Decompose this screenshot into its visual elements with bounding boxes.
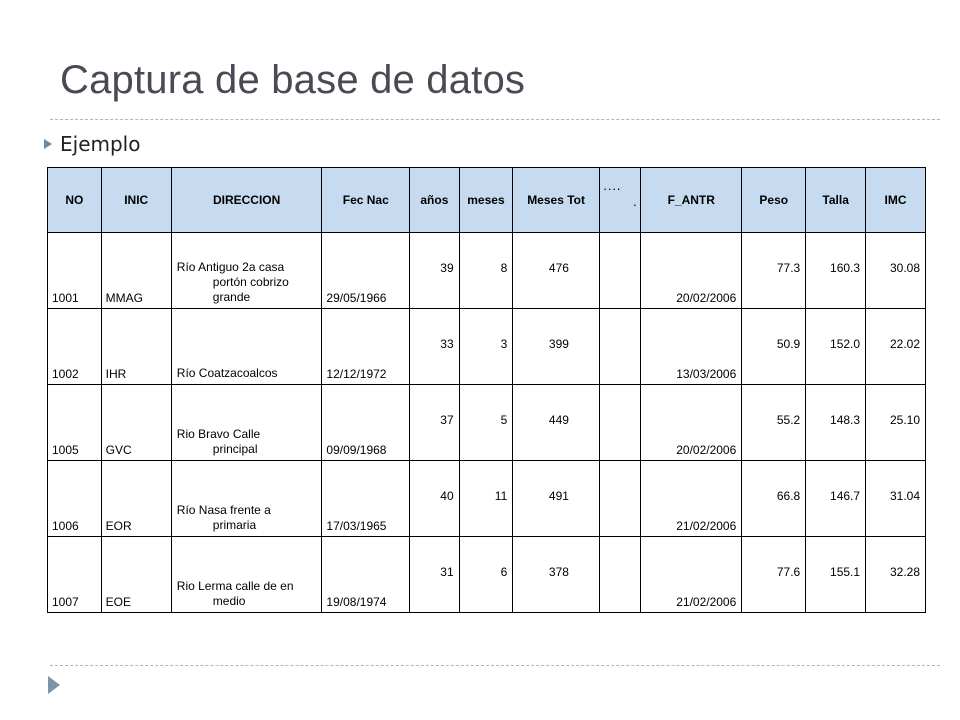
cell-anos-text: 40 (440, 489, 454, 503)
cell-peso (742, 461, 806, 537)
title-divider (50, 119, 940, 120)
table-row (48, 537, 926, 613)
header-cell-f-antr: F_ANTR (641, 168, 742, 233)
cell-imc (866, 461, 926, 537)
address-line1: Rio Lerma calle de en (176, 579, 294, 593)
triangle-bullet-icon (44, 139, 52, 149)
cell-peso-text: 50.9 (776, 337, 801, 351)
cell-direccion (171, 385, 322, 461)
address-line1: Rio Bravo Calle (176, 427, 261, 441)
cell-talla (806, 309, 866, 385)
table-row (48, 461, 926, 537)
table-header-row (48, 168, 926, 233)
header-dots: .... (603, 182, 622, 192)
cell-anos-text: 31 (440, 565, 454, 579)
cell-anos (410, 233, 460, 309)
cell-anos-text: 33 (440, 337, 454, 351)
cell-talla-text: 155.1 (830, 565, 861, 579)
cell-fec-nac-text: 09/09/1968 (326, 443, 387, 457)
cell-talla-text: 148.3 (830, 413, 861, 427)
cell-talla-text: 160.3 (830, 261, 861, 275)
cell-dots (599, 537, 640, 613)
cell-no (48, 233, 102, 309)
cell-inic-text: MMAG (105, 291, 143, 305)
cell-imc (866, 537, 926, 613)
cell-imc-text: 31.04 (889, 489, 920, 503)
cell-no-text: 1006 (52, 519, 79, 533)
cell-peso-text: 77.6 (776, 565, 801, 579)
cell-peso-text: 77.3 (776, 261, 801, 275)
cell-imc-text: 22.02 (889, 337, 920, 351)
address-line1: Río Nasa frente a (176, 503, 271, 517)
cell-peso (742, 309, 806, 385)
cell-f-antr (641, 537, 742, 613)
cell-meses-tot-text: 399 (548, 337, 569, 351)
cell-no-text: 1001 (52, 291, 79, 305)
cell-anos-text: 39 (440, 261, 454, 275)
cell-no (48, 461, 102, 537)
header-cell-peso: Peso (742, 168, 806, 233)
cell-inic-text: IHR (105, 367, 127, 381)
cell-f-antr (641, 461, 742, 537)
cell-imc-text: 25.10 (889, 413, 920, 427)
bottom-divider (50, 665, 940, 666)
cell-imc (866, 309, 926, 385)
table-row (48, 309, 926, 385)
cell-inic (101, 385, 171, 461)
header-cell-meses-tot: Meses Tot (513, 168, 600, 233)
cell-meses (459, 233, 513, 309)
address-line2: portón cobrizo (212, 275, 289, 289)
cell-f-antr (641, 233, 742, 309)
cell-no-text: 1005 (52, 443, 79, 457)
cell-meses-tot-text: 449 (548, 413, 569, 427)
header-cell-no: NO (48, 168, 102, 233)
header-cell-dots (599, 168, 640, 233)
cell-direccion (171, 233, 322, 309)
cell-fec-nac (322, 309, 410, 385)
cell-direccion (171, 537, 322, 613)
cell-f-antr (641, 385, 742, 461)
table-row (48, 233, 926, 309)
cell-meses-text: 5 (500, 413, 508, 427)
cell-anos (410, 385, 460, 461)
cell-anos (410, 537, 460, 613)
cell-imc (866, 385, 926, 461)
cell-inic-text: EOE (105, 595, 131, 609)
cell-dots (599, 233, 640, 309)
cell-peso-text: 66.8 (776, 489, 801, 503)
cell-f-antr-text: 13/03/2006 (676, 367, 737, 381)
cell-meses-text: 11 (494, 489, 508, 503)
cell-inic (101, 537, 171, 613)
cell-peso-text: 55.2 (776, 413, 801, 427)
address-line1: Río Antiguo 2a casa (176, 260, 285, 274)
header-cell-inic: INIC (101, 168, 171, 233)
cell-meses-tot-text: 491 (548, 489, 569, 503)
cell-imc-text: 30.08 (889, 261, 920, 275)
address-line3: grande (212, 290, 251, 304)
triangle-corner-icon (48, 676, 60, 694)
cell-meses-text: 6 (500, 565, 508, 579)
cell-f-antr-text: 21/02/2006 (676, 519, 737, 533)
cell-talla (806, 461, 866, 537)
cell-no-text: 1007 (52, 595, 79, 609)
cell-talla (806, 537, 866, 613)
cell-meses (459, 309, 513, 385)
header-cell-fec-nac: Fec Nac (322, 168, 410, 233)
address-line2: primaria (212, 518, 257, 532)
cell-meses-text: 8 (500, 261, 508, 275)
cell-f-antr-text: 20/02/2006 (676, 291, 737, 305)
table-row (48, 385, 926, 461)
cell-meses (459, 385, 513, 461)
cell-peso (742, 385, 806, 461)
cell-anos (410, 461, 460, 537)
cell-no (48, 385, 102, 461)
header-cell-talla: Talla (806, 168, 866, 233)
cell-fec-nac (322, 233, 410, 309)
header-cell-imc: IMC (866, 168, 926, 233)
cell-anos-text: 37 (440, 413, 454, 427)
cell-talla-text: 146.7 (830, 489, 861, 503)
cell-meses-tot-text: 476 (548, 261, 569, 275)
cell-inic-text: GVC (105, 443, 132, 457)
cell-f-antr (641, 309, 742, 385)
cell-no (48, 537, 102, 613)
header-cell-meses: meses (459, 168, 513, 233)
cell-dots (599, 309, 640, 385)
cell-inic (101, 233, 171, 309)
cell-peso (742, 537, 806, 613)
address-line2: principal (212, 442, 258, 456)
cell-dots (599, 385, 640, 461)
address-line1: Río Coatzacoalcos (176, 366, 278, 380)
cell-fec-nac-text: 29/05/1966 (326, 291, 387, 305)
cell-anos (410, 309, 460, 385)
cell-talla (806, 233, 866, 309)
cell-meses (459, 537, 513, 613)
cell-talla-text: 152.0 (830, 337, 861, 351)
cell-meses-tot-text: 378 (548, 565, 569, 579)
cell-talla (806, 385, 866, 461)
cell-direccion (171, 309, 322, 385)
cell-f-antr-text: 20/02/2006 (676, 443, 737, 457)
cell-f-antr-text: 21/02/2006 (676, 595, 737, 609)
data-table (47, 167, 926, 613)
slide-title: Captura de base de datos (60, 58, 526, 102)
cell-fec-nac (322, 537, 410, 613)
cell-inic-text: EOR (105, 519, 132, 533)
cell-meses-tot (513, 385, 600, 461)
cell-fec-nac-text: 19/08/1974 (326, 595, 387, 609)
cell-no (48, 309, 102, 385)
cell-fec-nac-text: 17/03/1965 (326, 519, 387, 533)
address-line2: medio (212, 594, 246, 608)
cell-direccion (171, 461, 322, 537)
cell-fec-nac-text: 12/12/1972 (326, 367, 387, 381)
cell-meses-tot (513, 537, 600, 613)
cell-fec-nac (322, 461, 410, 537)
subtitle-row (44, 132, 140, 156)
cell-dots (599, 461, 640, 537)
cell-meses (459, 461, 513, 537)
slide-subtitle: Ejemplo (60, 132, 141, 156)
cell-imc-text: 32.28 (889, 565, 920, 579)
cell-meses-tot (513, 461, 600, 537)
cell-inic (101, 461, 171, 537)
cell-imc (866, 233, 926, 309)
cell-inic (101, 309, 171, 385)
header-cell-direccion: DIRECCION (171, 168, 322, 233)
cell-meses-tot (513, 309, 600, 385)
cell-no-text: 1002 (52, 367, 79, 381)
cell-fec-nac (322, 385, 410, 461)
cell-meses-tot (513, 233, 600, 309)
cell-peso (742, 233, 806, 309)
cell-meses-text: 3 (500, 337, 508, 351)
header-dots-extra: . (633, 198, 637, 208)
header-cell-anos: años (410, 168, 460, 233)
